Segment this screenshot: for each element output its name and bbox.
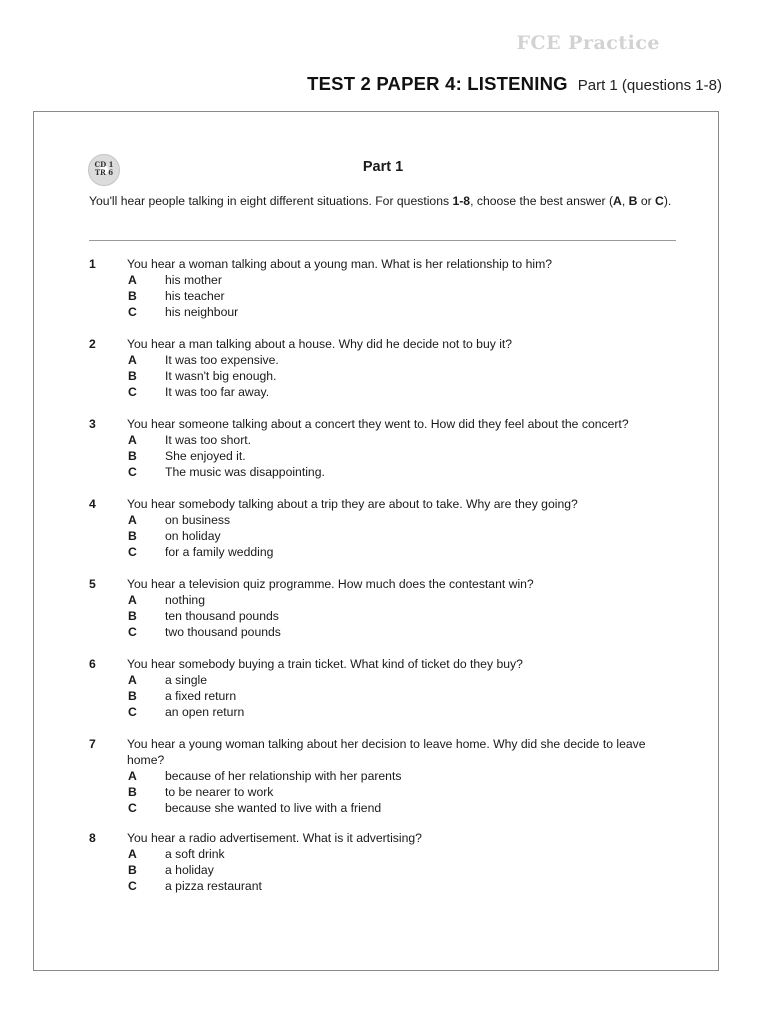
option-letter: B [128,529,137,543]
answer-option[interactable] [0,672,768,688]
question-item [0,496,768,560]
question-item [0,256,768,320]
question-number: 5 [89,577,96,591]
option-letter: B [128,785,137,799]
option-letter: A [128,513,137,527]
question-number: 7 [89,737,96,751]
series-logo [516,32,660,54]
answer-option[interactable] [0,528,768,544]
answer-option[interactable] [0,512,768,528]
option-letter: C [128,625,137,639]
question-text: You hear a young woman talking about her decision to leave home. Why did she decide to leave home? [127,737,646,767]
option-letter: C [128,305,137,319]
option-text: an open return [165,705,245,719]
option-letter: B [128,863,137,877]
cd-track-line1: CD 1 [94,160,114,169]
question-item [0,576,768,640]
option-text: on business [165,513,231,527]
answer-option[interactable] [0,368,768,384]
option-text: a fixed return [165,689,237,703]
answer-option[interactable] [0,304,768,320]
question-item [0,656,768,720]
instructions-option-a: A [613,194,622,208]
divider [89,240,676,241]
answer-option[interactable] [0,352,768,368]
test-title-main: TEST 2 PAPER 4: LISTENING [307,73,568,94]
answer-option[interactable] [0,272,768,288]
question-text: You hear a man talking about a house. Why did he decide not to buy it? [127,337,513,351]
test-title-subtitle: Part 1 (questions 1-8) [577,77,722,94]
part-title: Part 1 [362,159,404,175]
question-text: You hear someone talking about a concert they went to. How did they feel about the concert? [127,417,629,431]
instructions-or: or [637,194,656,208]
option-letter: A [128,593,137,607]
question-number: 1 [89,257,96,271]
question-item [0,830,768,894]
answer-option[interactable] [0,800,768,816]
option-text: It wasn't big enough. [165,369,277,383]
answer-option[interactable] [0,878,768,894]
question-text: You hear a woman talking about a young man. What is her relationship to him? [127,257,553,271]
answer-option[interactable] [0,624,768,640]
option-text: on holiday [165,529,221,543]
answer-option[interactable] [0,544,768,560]
instructions-text-1: You'll hear people talking in eight different situations. For questions [89,194,453,208]
instructions-range: 1-8 [452,194,471,208]
option-text: a holiday [165,863,214,877]
option-text: because of her relationship with her parents [165,769,402,783]
answer-option[interactable] [0,768,768,784]
option-text: nothing [165,593,205,607]
option-text: ten thousand pounds [165,609,279,623]
series-logo-text: FCE Practice [516,32,660,54]
option-text: It was too far away. [165,385,270,399]
answer-option[interactable] [0,688,768,704]
option-letter: B [128,289,137,303]
option-letter: B [128,689,137,703]
option-text: She enjoyed it. [165,449,246,463]
option-text: a single [165,673,208,687]
question-text: You hear somebody talking about a trip they are about to take. Why are they going? [127,497,578,511]
answer-option[interactable] [0,288,768,304]
option-text: a soft drink [165,847,225,861]
option-text: It was too expensive. [165,353,279,367]
answer-option[interactable] [0,592,768,608]
option-text: to be nearer to work [165,785,274,799]
option-text: his neighbour [165,305,239,319]
option-text: his teacher [165,289,225,303]
instructions-option-c: C [655,194,664,208]
cd-track-line2: TR 6 [94,168,114,177]
option-letter: C [128,801,137,815]
option-text: a pizza restaurant [165,879,262,893]
option-letter: A [128,273,137,287]
answer-option[interactable] [0,704,768,720]
option-letter: C [128,385,137,399]
option-letter: A [128,769,137,783]
question-item [0,736,768,816]
answer-option[interactable] [0,448,768,464]
option-letter: A [128,353,137,367]
option-text: The music was disappointing. [165,465,325,479]
question-number: 3 [89,417,96,431]
answer-option[interactable] [0,846,768,862]
option-letter: A [128,433,137,447]
answer-option[interactable] [0,608,768,624]
option-letter: B [128,449,137,463]
option-letter: C [128,465,137,479]
option-text: It was too short. [165,433,252,447]
answer-option[interactable] [0,784,768,800]
instructions [89,193,689,209]
question-number: 6 [89,657,96,671]
question-number: 4 [89,497,96,511]
question-item [0,416,768,480]
option-letter: C [128,879,137,893]
question-number: 2 [89,337,96,351]
question-text: You hear a radio advertisement. What is it advertising? [127,831,422,845]
question-text: You hear somebody buying a train ticket. What kind of ticket do they buy? [127,657,523,671]
instructions-end: ). [663,194,672,208]
option-letter: C [128,545,137,559]
option-letter: B [128,369,137,383]
instructions-text-2: , choose the best answer ( [470,194,614,208]
test-title [307,73,722,95]
answer-option[interactable] [0,432,768,448]
option-text: his mother [165,273,222,287]
answer-option[interactable] [0,464,768,480]
instructions-option-b: B [628,194,638,208]
option-text: because she wanted to live with a friend [165,801,382,815]
question-text: You hear a television quiz programme. How much does the contestant win? [127,577,534,591]
answer-option[interactable] [0,384,768,400]
question-item [0,336,768,400]
option-letter: B [128,609,137,623]
option-letter: A [128,673,137,687]
instructions-comma: , [621,194,626,208]
question-number: 8 [89,831,96,845]
option-letter: C [128,705,137,719]
option-letter: A [128,847,137,861]
option-text: for a family wedding [165,545,274,559]
option-text: two thousand pounds [165,625,281,639]
answer-option[interactable] [0,862,768,878]
